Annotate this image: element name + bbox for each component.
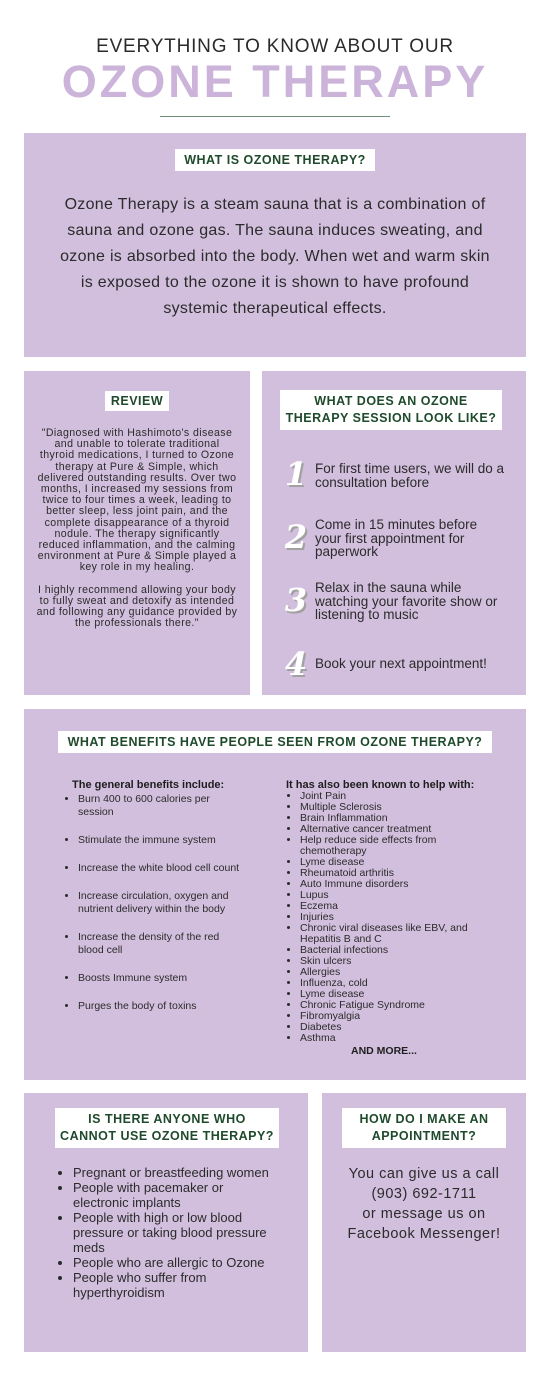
title-divider [160,116,390,117]
review-heading: REVIEW [105,391,169,411]
list-item: • Pregnant or breastfeeding women [73,1165,274,1180]
kicker-text: EVERYTHING TO KNOW ABOUT OUR [96,36,454,57]
contact-line-4: Facebook Messenger! [347,1226,501,1242]
list-item: • Stimulate the immune system [78,834,244,847]
list-item: • People who suffer from hyperthyroidism [73,1270,274,1300]
what-is-description: Ozone Therapy is a steam sauna that is a combination of sauna and ozone gas. The sauna induces sweating, and ozone is absorbed into the body. When wet and warm skin is exposed to the ozone it is shown to have profound systemic therapeutical effects. [60,196,490,317]
appointment-heading [342,1108,506,1148]
benefits-heading: WHAT BENEFITS HAVE PEOPLE SEEN FROM OZONE THERAPY? [58,731,492,753]
review-paragraph-2: I highly recommend allowing your body to fully sweat and detoxify as intended and following any guidance provided by the professionals there." [36,583,238,630]
general-benefits-list [64,793,244,1028]
step-number-1: 1 [284,455,308,493]
and-more-label: AND MORE... [351,1045,417,1057]
list-item: • People with high or low blood pressure or taking blood pressure meds [73,1210,274,1255]
page-title: OZONE THERAPY [61,56,489,107]
contact-line-1: You can give us a call [348,1166,500,1182]
list-item: • Purges the body of toxins [78,1000,244,1013]
review-paragraph-1: "Diagnosed with Hashimoto's disease and unable to tolerate traditional thyroid medications, I turned to Ozone therapy at Pure & Simple, which delivered outstanding results. Over two months, I increased my sessions from twice to four times a week, leading to better sleep, less joint pain, and the complete disappearance of a thyroid nodule. The therapy significantly reduced inflammation, and the calming environment at Pure & Simple played a key role in my healing. [37,427,237,574]
helps-with-heading: It has also been known to help with: [286,779,475,791]
phone-number[interactable]: (903) 692-1711 [371,1186,477,1202]
list-item: • Lupus [300,890,486,901]
list-item: • Asthma [300,1033,486,1044]
step-text-1: For first time users, we will do a consultation before [315,461,505,490]
list-item: • Injuries [300,912,486,923]
list-item: • Brain Inflammation [300,813,486,824]
contact-line-3: or message us on [362,1206,486,1222]
session-heading-line-2: THERAPY SESSION LOOK LIKE? [285,411,497,425]
cannot-use-heading [55,1108,279,1148]
list-item: • Diabetes [300,1022,486,1033]
cannot-use-heading-line-1: IS THERE ANYONE WHO [88,1112,246,1126]
list-item: • Increase the white blood cell count [78,862,244,875]
list-item: • Multiple Sclerosis [300,802,486,813]
step-number-2: 2 [284,518,308,556]
list-item: • Chronic viral diseases like EBV, and Hepatitis B and C [300,923,486,945]
session-heading [280,390,502,430]
what-is-heading: WHAT IS OZONE THERAPY? [175,149,375,171]
cannot-use-heading-line-2: CANNOT USE OZONE THERAPY? [60,1129,274,1143]
step-text-3: Relax in the sauna while watching your favorite show or listening to music [315,580,498,622]
list-item: • Influenza, cold [300,978,486,989]
appointment-heading-line-2: APPOINTMENT? [371,1129,477,1143]
list-item: • Rheumatoid arthritis [300,868,486,879]
appointment-heading-line-1: HOW DO I MAKE AN [359,1112,489,1126]
list-item: • Increase circulation, oxygen and nutrient delivery within the body [78,890,244,916]
general-benefits-heading: The general benefits include: [72,779,225,791]
list-item: • Increase the density of the red blood cell [78,931,244,957]
step-number-4: 4 [284,645,308,683]
list-item: • Lyme disease [300,857,486,868]
list-item: • Auto Immune disorders [300,879,486,890]
cannot-use-list [59,1165,274,1300]
list-item: • Allergies [300,967,486,978]
list-item: • Joint Pain [300,791,486,802]
step-number-3: 3 [284,581,308,619]
step-text-2: Come in 15 minutes before your first appointment for paperwork [315,517,478,559]
list-item: • Lyme disease [300,989,486,1000]
list-item: • People who are allergic to Ozone [73,1255,274,1270]
session-heading-line-1: WHAT DOES AN OZONE [314,394,468,408]
list-item: • Boosts Immune system [78,972,244,985]
helps-with-list [286,791,486,1044]
list-item: • Skin ulcers [300,956,486,967]
list-item: • Chronic Fatigue Syndrome [300,1000,486,1011]
list-item: • People with pacemaker or electronic implants [73,1180,274,1210]
contact-info [328,1164,520,1244]
list-item: • Help reduce side effects from chemotherapy [300,835,486,857]
list-item: • Bacterial infections [300,945,486,956]
list-item: • Burn 400 to 600 calories per session [78,793,244,819]
review-quote [36,428,238,640]
list-item: • Eczema [300,901,486,912]
step-text-4: Book your next appointment! [315,656,487,671]
list-item: • Alternative cancer treatment [300,824,486,835]
list-item: • Fibromyalgia [300,1011,486,1022]
